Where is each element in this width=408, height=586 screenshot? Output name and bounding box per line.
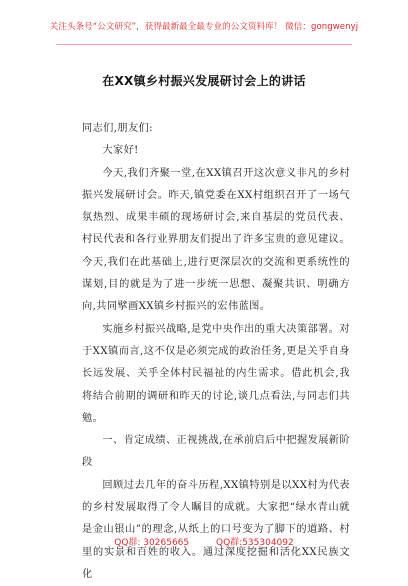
footer-qq-group-1: QQ群: 30265665	[114, 538, 190, 548]
paragraph-review: 回顾过去几年的奋斗历程,XX镇特别是以XX村为代表的乡村发展取得了令人瞩目的成就。大家把“绿水青山就是金山银山”的理念,从纸上的口号变为了脚下的道路、村里的实景和百姓的收入。通过深度挖掘和活化XX民族文化	[82, 479, 350, 580]
greeting: 大家好!	[102, 145, 139, 157]
section-heading-1: 一、肯定成绩、正视挑战,在承前启后中把握发展新阶段	[82, 435, 350, 469]
salutation: 同志们,朋友们:	[82, 123, 153, 134]
header-banner: 关注头条号“公文研究”，获得最新最全最专业的公文资料库！ 微信：gongwenyj	[49, 22, 359, 32]
header-divider	[56, 44, 352, 45]
footer-qq-group-2: QQ群:535304092	[216, 538, 294, 548]
document-body	[82, 118, 350, 586]
paragraph-strategy: 实施乡村振兴战略,是党中央作出的重大决策部署。对于XX镇而言,这不仅是必须完成的政治任务,更是关乎自身长远发展、关乎全体村民福祉的内生需求。借此机会,我将结合前期的调研和昨天的讨论,谈几点看法,与同志们共勉。	[82, 323, 350, 424]
footer-qq-groups	[0, 535, 408, 548]
paragraph-opening: 今天,我们齐聚一堂,在XX镇召开这次意义非凡的乡村振兴发展研讨会。昨天,镇党委在XX村组织召开了一场气氛热烈、成果丰硕的现场研讨会,来自基层的党员代表、村民代表和各行业界朋友们提出了许多宝贵的意见建议。今天,我们在此基础上,进行更深层次的交流和更系统性的谋划,目的就是为了进一步统一思想、凝聚共识、明确方向,共同擘画XX镇乡村振兴的宏伟蓝图。	[82, 167, 350, 313]
document-title: 在XX镇乡村振兴发展研讨会上的讲话	[102, 74, 306, 88]
